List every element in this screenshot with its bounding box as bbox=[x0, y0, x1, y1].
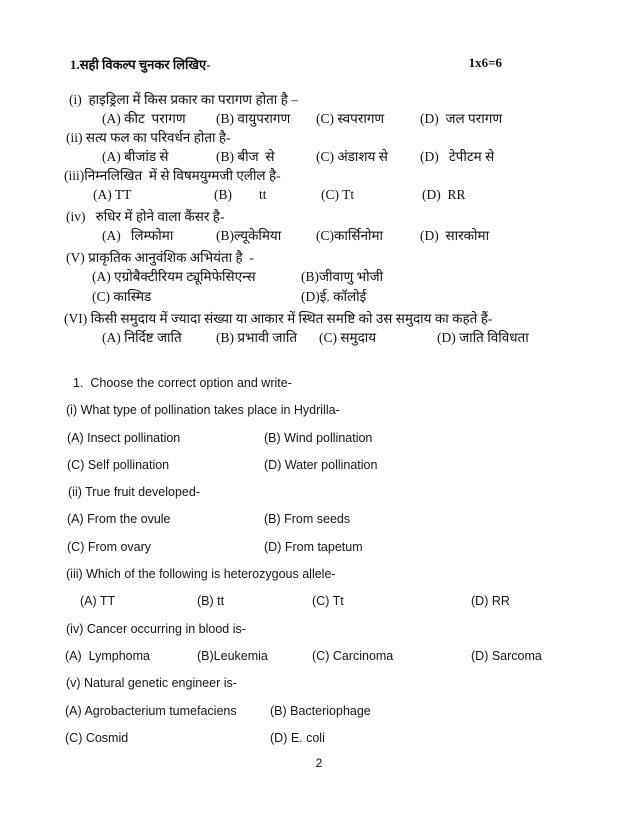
option-b: (B) वायुपरागण bbox=[216, 111, 291, 126]
hindi-question-section bbox=[64, 90, 638, 347]
option-c: (C) अंडाशय से bbox=[316, 149, 388, 164]
option-c: (C) कास्मिड bbox=[92, 288, 152, 304]
option-b: (B) From seeds bbox=[264, 512, 351, 527]
english-options-iv bbox=[64, 649, 638, 664]
option-c: (C) Carcinoma bbox=[312, 648, 394, 663]
hindi-question-v: (V) प्राकृतिक आनुवंशिक अभियंता है - bbox=[66, 250, 254, 265]
option-c: (C) स्वपरागण bbox=[316, 111, 385, 126]
hindi-question-vi: (VI) किसी समुदाय में ज्यादा संख्या या आकार में स्थित समष्टि को उस समुदाय का कहते हैं- bbox=[64, 311, 493, 326]
marks-label: 1x6=6 bbox=[468, 55, 502, 70]
hindi-options-iv bbox=[64, 226, 638, 245]
english-question-ii: (ii) True fruit developed- bbox=[68, 485, 201, 500]
option-d: (D) From tapetum bbox=[264, 539, 363, 554]
option-b: (B) बीज से bbox=[216, 149, 275, 164]
option-d: (D) सारकोमा bbox=[420, 228, 490, 243]
english-question-section bbox=[64, 376, 638, 746]
hindi-options-iii bbox=[64, 185, 638, 204]
option-b: (B) tt bbox=[214, 187, 267, 202]
option-a: (A) Agrobacterium tumefaciens bbox=[65, 703, 237, 718]
option-b: (B) tt bbox=[197, 594, 225, 609]
english-options-ii-row1 bbox=[64, 512, 638, 527]
english-options-v-row2 bbox=[64, 731, 638, 746]
option-a: (A) Insect pollination bbox=[67, 430, 181, 445]
option-d: (D) Sarcoma bbox=[471, 648, 542, 663]
hindi-question-iii: (iii)निम्नलिखित में से विषमयुग्मजी एलील है- bbox=[64, 168, 281, 183]
hindi-options-vi bbox=[64, 328, 638, 347]
option-c: (C) Tt bbox=[312, 594, 344, 609]
english-options-v-row1 bbox=[64, 704, 638, 719]
hindi-section-header bbox=[70, 55, 502, 73]
english-options-iii bbox=[64, 594, 638, 609]
option-d: (D)ई. कॉलोई bbox=[301, 288, 367, 304]
option-a: (A) लिम्फोमा bbox=[102, 228, 174, 243]
hindi-question-iv: (iv) रुधिर में होने वाला कैंसर है- bbox=[66, 209, 225, 224]
option-a: (A) From the ovule bbox=[67, 512, 171, 527]
option-c: (C) Cosmid bbox=[65, 730, 129, 745]
option-a: (A) Lymphoma bbox=[65, 648, 150, 663]
option-c: (C) From ovary bbox=[67, 539, 152, 554]
hindi-options-ii bbox=[64, 147, 638, 166]
option-d: (D) जल परागण bbox=[420, 111, 503, 126]
option-b: (B)ल्यूकेमिया bbox=[216, 228, 282, 243]
option-d: (D) Water pollination bbox=[264, 457, 378, 472]
english-heading: 1. Choose the correct option and write- bbox=[73, 376, 292, 390]
option-c: (C) Self pollination bbox=[67, 457, 170, 472]
english-question-v: (v) Natural genetic engineer is- bbox=[66, 676, 237, 691]
option-b: (B) Wind pollination bbox=[264, 430, 373, 445]
option-d: (D) RR bbox=[471, 594, 510, 609]
english-options-i-row2 bbox=[64, 458, 638, 473]
option-a: (A) TT bbox=[80, 594, 116, 609]
hindi-options-v-row2 bbox=[64, 287, 638, 307]
option-a: (A) TT bbox=[93, 187, 132, 202]
english-options-ii-row2 bbox=[64, 540, 638, 555]
option-b: (B) प्रभावी जाति bbox=[216, 330, 298, 345]
option-b: (B) Bacteriophage bbox=[270, 703, 371, 718]
option-d: (D) टेपीटम से bbox=[420, 149, 495, 164]
english-question-i: (i) What type of pollination takes place in Hydrilla- bbox=[66, 403, 340, 418]
hindi-options-i bbox=[64, 109, 638, 128]
hindi-options-v-row1 bbox=[64, 267, 638, 287]
page-number: 2 bbox=[315, 756, 323, 770]
option-a: (A) कीट परागण bbox=[102, 111, 186, 126]
english-options-i-row1 bbox=[64, 431, 638, 446]
option-b: (B)Leukemia bbox=[197, 648, 268, 663]
option-c: (C) समुदाय bbox=[319, 330, 377, 345]
option-c: (C) Tt bbox=[321, 187, 355, 202]
english-question-iv: (iv) Cancer occurring in blood is- bbox=[66, 621, 246, 636]
hindi-heading: 1.सही विकल्प चुनकर लिखिए- bbox=[70, 57, 211, 72]
hindi-question-i: (i) हाइड्रिला में किस प्रकार का परागण होता है – bbox=[69, 92, 298, 107]
english-question-iii: (iii) Which of the following is heterozygous allele- bbox=[66, 567, 336, 582]
option-a: (A) बीजांड से bbox=[102, 149, 169, 164]
option-d: (D) E. coli bbox=[270, 730, 325, 745]
option-c: (C)कार्सिनोमा bbox=[316, 228, 384, 243]
option-d: (D) RR bbox=[422, 187, 466, 202]
hindi-question-ii: (ii) सत्य फल का परिवर्धन होता है- bbox=[66, 130, 231, 145]
option-a: (A) निर्दिष्ट जाति bbox=[102, 330, 182, 345]
option-b: (B)जीवाणु भोजी bbox=[301, 269, 384, 284]
option-a: (A) एग्रोबैक्टीरियम ट्यूमिफेसिएन्स bbox=[92, 269, 256, 284]
option-d: (D) जाति विविधता bbox=[437, 330, 529, 345]
